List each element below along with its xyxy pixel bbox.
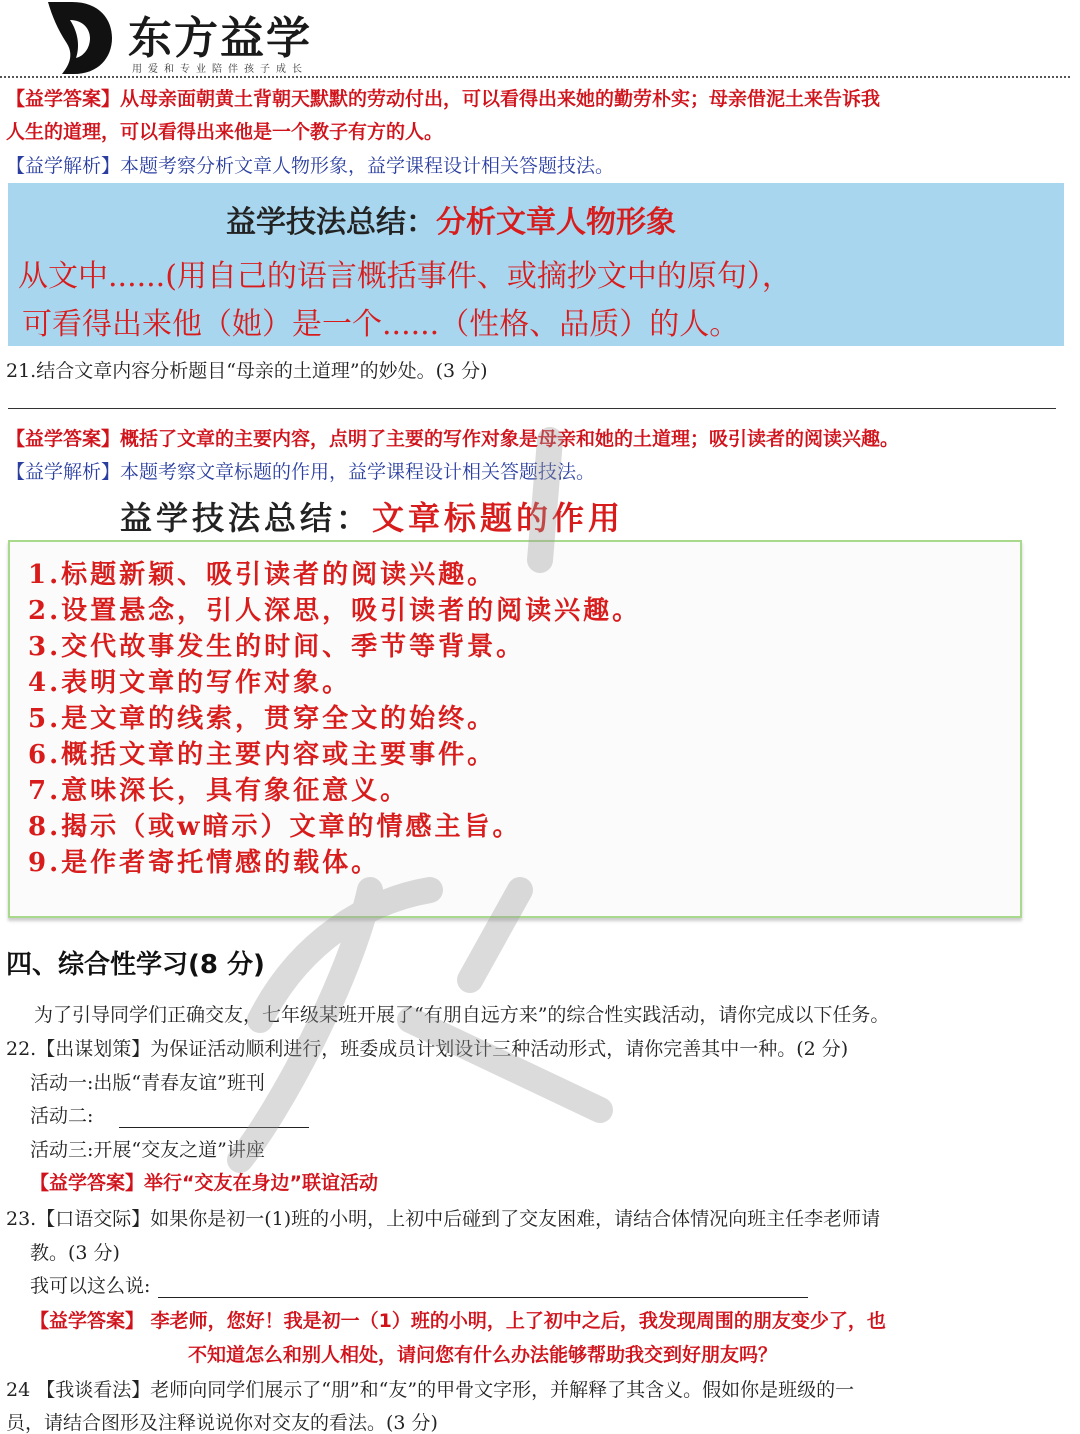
q22-answer: 【益学答案】举行“交友在身边”联谊活动: [30, 1172, 378, 1194]
answer-line: [8, 408, 1056, 409]
q21-analysis: 【益学解析】本题考察文章标题的作用，益学课程设计相关答题技法。: [6, 461, 596, 483]
section-intro: 为了引导同学们正确交友，七年级某班开展了“有朋自远方来”的综合性实践活动，请你完成以下任务。: [34, 1004, 890, 1026]
list-item: 8.揭示（或w暗示）文章的情感主旨。: [28, 812, 522, 842]
list-item: 9.是作者寄托情感的载体。: [28, 848, 381, 878]
q23-line1: 23.【口语交际】如果你是初一(1)班的小明，上初中后碰到了交友困难，请结合体情况向班主任李老师请: [6, 1208, 881, 1230]
q24-line2: 员，请结合图形及注释说说你对交友的看法。(3 分): [6, 1412, 438, 1434]
summary-title: 益学技法总结：分析文章人物形象: [226, 205, 676, 240]
header-divider: [0, 76, 1070, 78]
list-item: 7.意味深长，具有象征意义。: [28, 776, 410, 806]
activity-1: 活动一:出版“青春友谊”班刊: [30, 1072, 265, 1094]
list-item: 1.标题新颖、吸引读者的阅读兴趣。: [28, 560, 497, 590]
brand-logo-icon: [44, 2, 114, 74]
q20-answer-line1: 【益学答案】从母亲面朝黄土背朝天默默的劳动付出，可以看得出来她的勤劳朴实；母亲借泥土来告诉我: [6, 88, 881, 110]
q23-answer-line1: 【益学答案】 李老师，您好！我是初一（1）班的小明，上了初中之后，我发现周围的朋友变少了，也: [30, 1310, 886, 1332]
q24-line1: 24 【我谈看法】老师向同学们展示了“朋”和“友”的甲骨文字形，并解释了其含义。假如你是班级的一: [6, 1379, 855, 1401]
technique-summary-box: [8, 183, 1064, 346]
brand-slogan: 用爱和专业陪伴孩子成长: [132, 64, 308, 75]
q20-answer-line2: 人生的道理，可以看得出来他是一个教子有方的人。: [6, 121, 444, 143]
summary-line1: 从文中......(用自己的语言概括事件、或摘抄文中的原句），: [18, 259, 792, 294]
list-item: 4.表明文章的写作对象。: [28, 668, 352, 698]
q20-analysis: 【益学解析】本题考察分析文章人物形象，益学课程设计相关答题技法。: [6, 155, 615, 177]
q23-blank[interactable]: [158, 1277, 808, 1298]
title-technique-heading: 益学技法总结：文章标题的作用: [120, 499, 625, 537]
title-function-list-box: [8, 540, 1022, 918]
activity-2: 活动二:: [30, 1101, 309, 1128]
q21-question: 21.结合文章内容分析题目“母亲的土道理”的妙处。(3 分): [6, 360, 488, 382]
q23-prompt: 我可以这么说:: [30, 1271, 808, 1298]
q23-answer-line2: 不知道怎么和别人相处，请问您有什么办法能够帮助我交到好朋友吗？: [188, 1344, 778, 1366]
q23-line2: 教。(3 分): [30, 1242, 120, 1264]
list-item: 3.交代故事发生的时间、季节等背景。: [28, 632, 526, 662]
brand-name: 东方益学: [128, 13, 312, 64]
activity-2-blank[interactable]: [119, 1107, 309, 1128]
list-item: 2.设置悬念，引人深思，吸引读者的阅读兴趣。: [28, 596, 642, 626]
list-item: 5.是文章的线索，贯穿全文的始终。: [28, 704, 497, 734]
q21-answer: 【益学答案】概括了文章的主要内容，点明了主要的写作对象是母亲和她的土道理；吸引读者的阅读兴趣。: [6, 428, 900, 450]
activity-3: 活动三:开展“交友之道”讲座: [30, 1139, 265, 1161]
section-heading: 四、综合性学习(8 分): [6, 950, 265, 980]
list-item: 6.概括文章的主要内容或主要事件。: [28, 740, 497, 770]
summary-line2: 可看得出来他（她）是一个......（性格、品质）的人。: [22, 307, 740, 342]
q22-question: 22.【出谋划策】为保证活动顺利进行，班委成员计划设计三种活动形式，请你完善其中一种。(2 分): [6, 1038, 849, 1060]
